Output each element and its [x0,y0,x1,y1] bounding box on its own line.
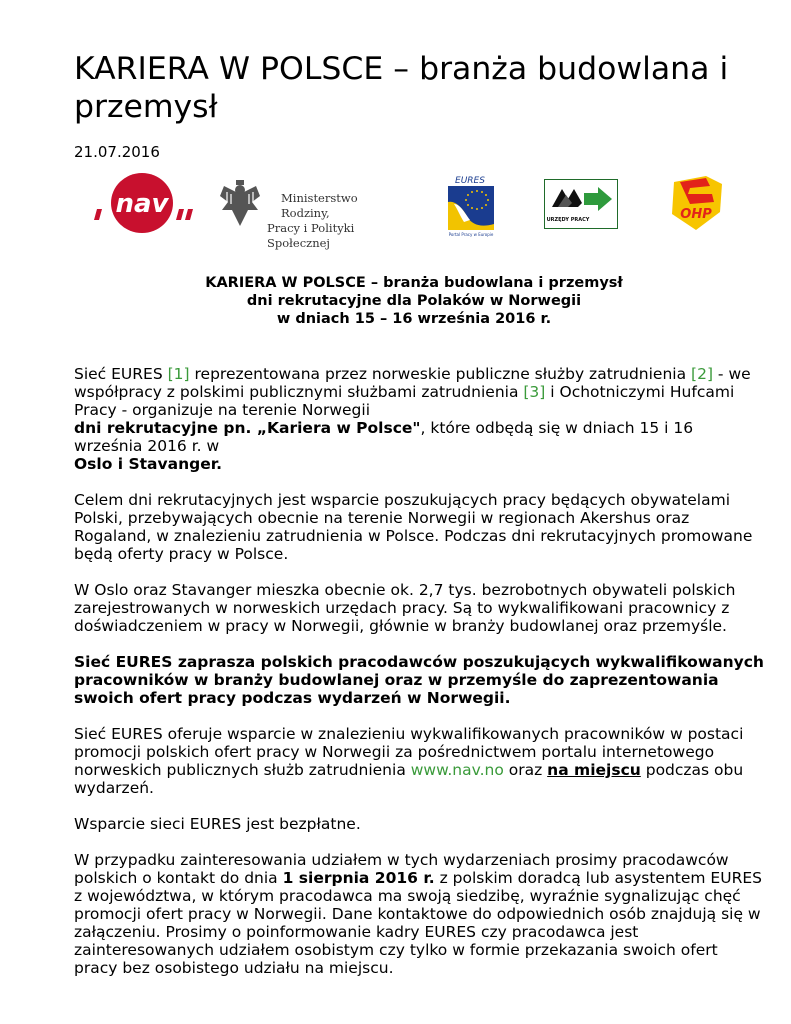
eures-caption: Portal Pracy w Europie [448,232,494,237]
subheading-line-1: KARIERA W POLSCE – branża budowlana i przemysł [205,275,623,291]
eures-logo [444,174,498,238]
deadline-date: 1 sierpnia 2016 r. [282,869,435,887]
footnote-link-2[interactable]: [2] [691,365,713,383]
nav-website-link[interactable]: www.nav.no [410,761,504,779]
paragraph-contact: W przypadku zainteresowania udziałem w tych wydarzeniach prosimy pracodawców polskich o kontakt do dnia 1 sierpnia 2016 r. z polskim doradcą lub asystentem EURES z województwa, w którym pracodawca ma swoją siedzibę, wyraźnie sygnalizując chęć promocji ofert pracy w Norwegii. Dane kontaktowe do odpowiednich osób znajdują się w załączeniu. Prosimy o poinformowanie kadry EURES czy pracodawca jest zainteresowanych udziałem osobistym czy tylko w formie przekazania swoich ofert pracy bez osobistego udziału na miejscu. [74,851,762,977]
paragraph-support: Sieć EURES oferuje wsparcie w znalezieniu wykwalifikowanych pracowników w postaci promocji polskich ofert pracy w Norwegii za pośrednictwem portalu internetowego norweskich publicznych służb zatrudnienia www.nav.no oraz na miejscu podczas obu wydarzeń. [74,725,744,797]
paragraph-intro: Sieć EURES [1] reprezentowana przez norweskie publiczne służby zatrudnienia [2] - we współpracy z polskimi publicznymi służbami zatrudnienia [3] i Ochotniczymi Hufcami Pracy - organizuje na terenie Norwegii dni rekrutacyjne pn. „Kariera w Polsce", które odbędą się w dniach 15 i 16 września 2016 r. w Oslo i Stavanger. [74,365,751,473]
urzedy-pracy-logo [544,179,618,229]
paragraph-invitation: Sieć EURES zaprasza polskich pracodawców poszukujących wykwalifikowanych pracowników w branży budowlanej oraz w przemyśle do zaprezentowania swoich ofert pracy podczas wydarzeń w Norwegii. [74,653,764,707]
eures-logo-text: EURES [455,176,485,186]
event-name: dni rekrutacyjne pn. „Kariera w Polsce" [74,419,421,437]
document-body [74,365,764,995]
ohp-logo-text: OHP [680,207,712,222]
eagle-emblem-icon [218,180,262,228]
on-site-emphasis: na miejscu [547,761,641,779]
subheading-line-2: dni rekrutacyjne dla Polaków w Norwegii [246,293,582,309]
subheading-line-3: w dniach 15 – 16 września 2016 r. [276,311,552,327]
footnote-link-1[interactable]: [1] [167,365,190,383]
paragraph-free: Wsparcie sieci EURES jest bezpłatne. [74,815,361,833]
paragraph-goal: Celem dni rekrutacyjnych jest wsparcie poszukujących pracy będących obywatelami Polski, przebywających obecnie na terenie Norwegii w regionach Akershus oraz Rogaland, w znalezieniu zatrudnienia w Polsce. Podczas dni rekrutacyjnych promowane będą oferty pracy w Polsce. [74,491,753,563]
footnote-link-3[interactable]: [3] [523,383,546,401]
ohp-logo [666,172,728,234]
ministry-logo-text: Ministerstwo Rodziny, Pracy i Polityki Społecznej [267,191,358,250]
nav-logo-text: nav [115,189,169,219]
urzedy-logo-text: URZĘDY PRACY [546,217,590,223]
logo-strip [74,170,754,250]
event-subheading [74,274,754,328]
event-locations: Oslo i Stavanger. [74,455,223,473]
nav-logo [90,172,194,234]
publication-date: 21.07.2016 [74,143,160,161]
page-title: KARIERA W POLSCE – branża budowlana i przemysł [74,51,729,125]
paragraph-statistics: W Oslo oraz Stavanger mieszka obecnie ok. 2,7 tys. bezrobotnych obywateli polskich zarejestrowanych w norweskich urzędach pracy. Są to wykwalifikowani pracownicy z doświadczeniem w pracy w Norwegii, głównie w branży budowlanej oraz przemyśle. [74,581,736,635]
